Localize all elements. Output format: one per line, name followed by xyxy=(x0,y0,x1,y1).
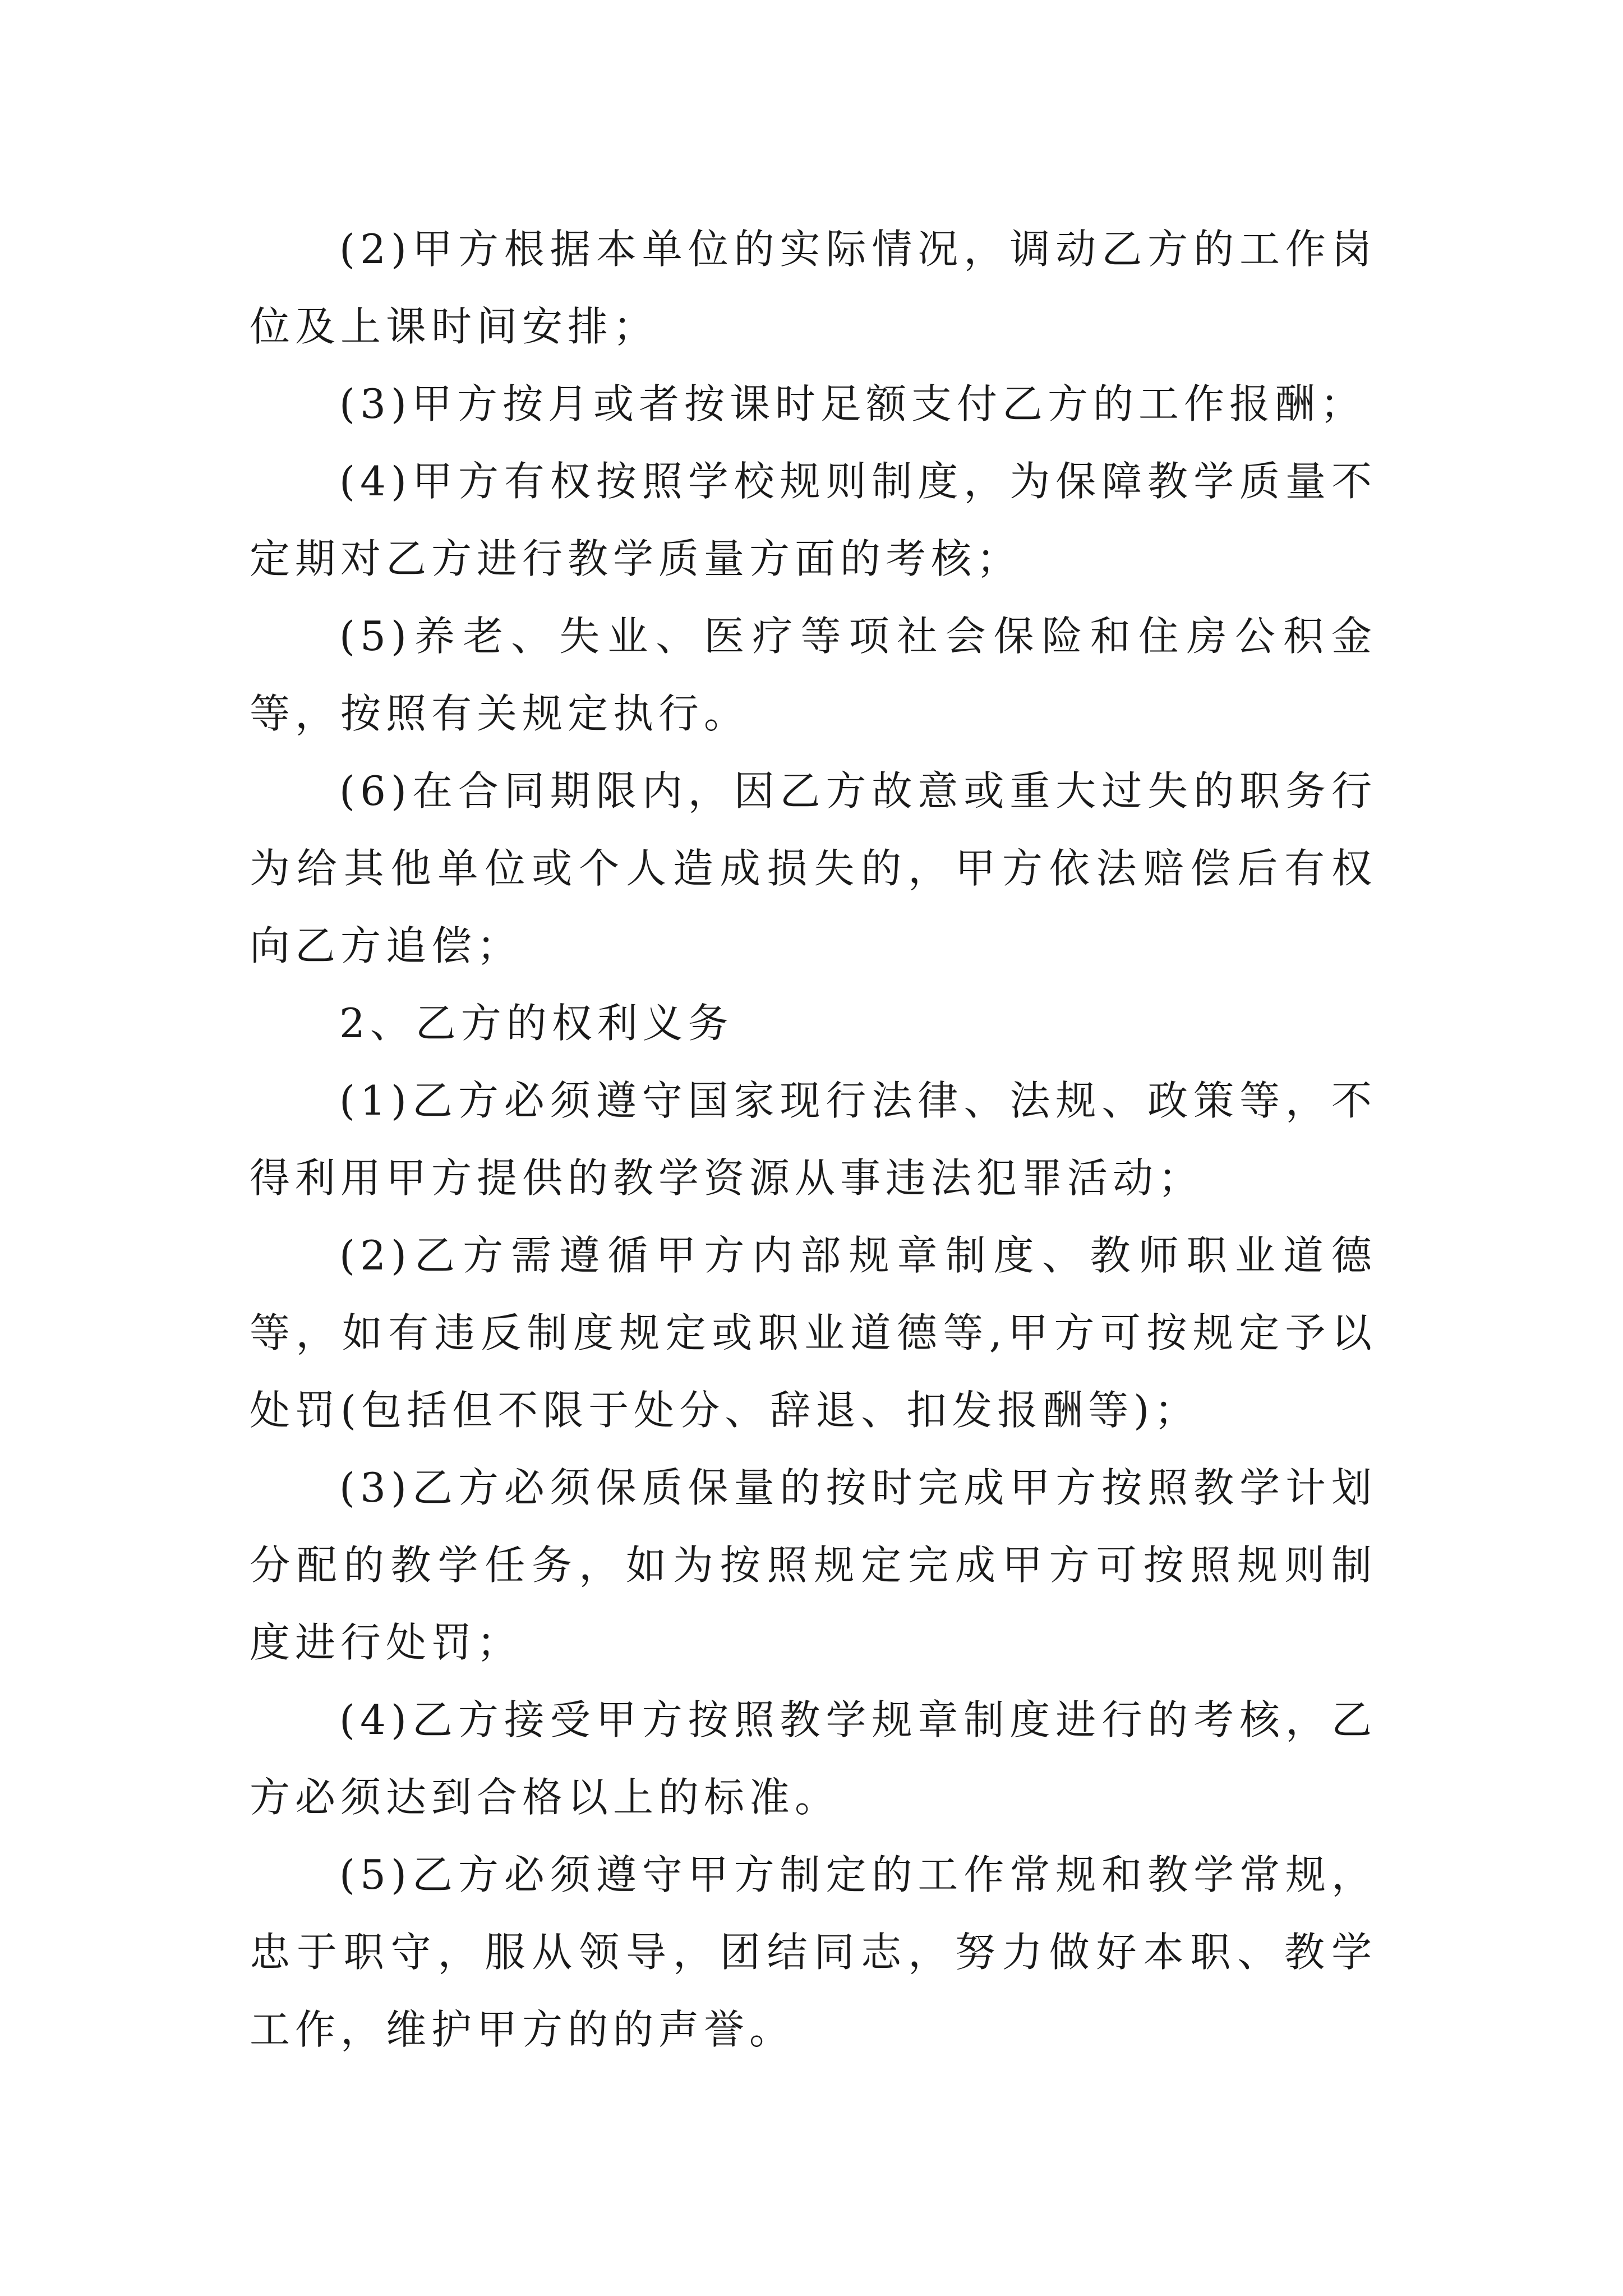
paragraph-party-a-3: (3)甲方按月或者按课时足额支付乙方的工作报酬； xyxy=(339,380,1366,427)
paragraph-party-b-2: (2)乙方需遵循甲方内部规章制度、教师职业道德等，如有违反制度规定或职业道德等,甲方可按规定予以处罚(包括但不限于处分、辞退、扣发报酬等)； xyxy=(250,1232,1377,1434)
paragraph-party-a-2: (2)甲方根据本单位的实际情况，调动乙方的工作岗位及上课时间安排； xyxy=(250,226,1377,350)
paragraph-party-a-6: (6)在合同期限内，因乙方故意或重大过失的职务行为给其他单位或个人造成损失的，甲方依法赔偿后有权向乙方追偿； xyxy=(250,767,1377,969)
paragraph-party-b-3: (3)乙方必须保质保量的按时完成甲方按照教学计划分配的教学任务，如为按照规定完成甲方可按照规则制度进行处罚； xyxy=(250,1464,1377,1666)
document-body xyxy=(250,210,1377,2068)
paragraph-party-a-4: (4)甲方有权按照学校规则制度，为保障教学质量不定期对乙方进行教学质量方面的考核； xyxy=(250,458,1377,582)
paragraph-party-b-4: (4)乙方接受甲方按照教学规章制度进行的考核，乙方必须达到合格以上的标准。 xyxy=(250,1696,1377,1821)
paragraph-party-b-1: (1)乙方必须遵守国家现行法律、法规、政策等，不得利用甲方提供的教学资源从事违法犯罪活动； xyxy=(250,1077,1377,1202)
section-heading-party-b: 2、乙方的权利义务 xyxy=(339,1000,734,1047)
paragraph-party-a-5: (5)养老、失业、医疗等项社会保险和住房公积金等，按照有关规定执行。 xyxy=(250,613,1377,737)
paragraph-party-b-5: (5)乙方必须遵守甲方制定的工作常规和教学常规，忠于职守，服从领导，团结同志，努力做好本职、教学工作，维护甲方的的声誉。 xyxy=(250,1851,1377,2053)
